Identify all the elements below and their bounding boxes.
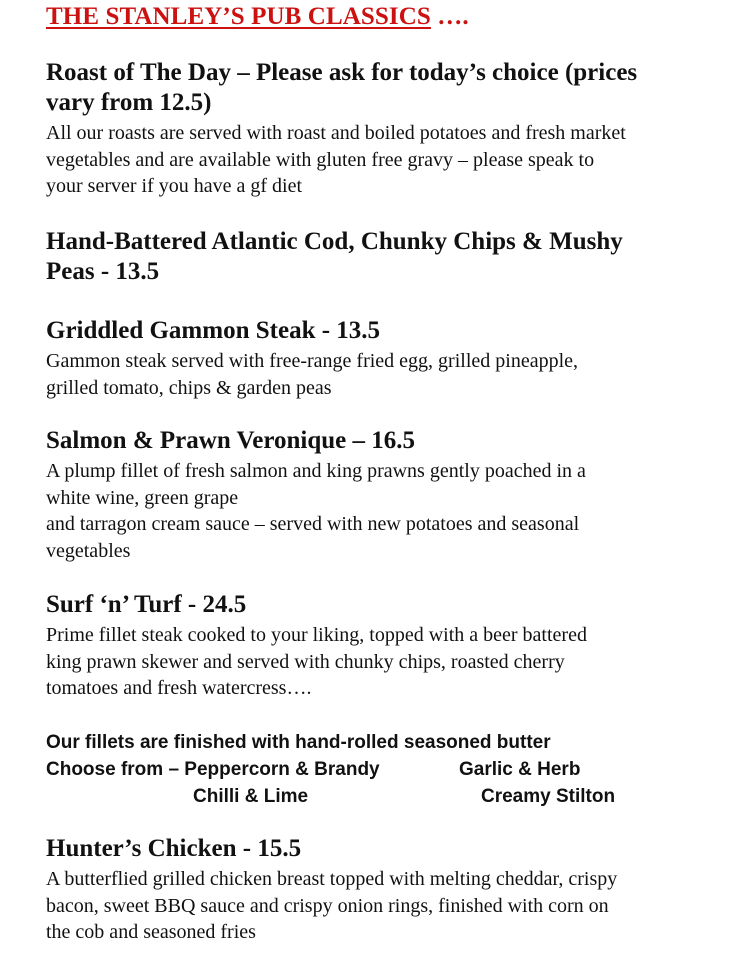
dish-description (46, 348, 726, 401)
fillet-butter-note (46, 729, 726, 810)
menu-item-salmon-prawn-veronique (46, 426, 726, 564)
dish-name-line: Peas - 13.5 (46, 258, 160, 285)
dish-name-line: vary from 12.5) (46, 89, 212, 116)
menu-title-ellipsis: …. (430, 3, 469, 30)
dish-description-line: king prawn skewer and served with chunky chips, roasted cherry (46, 650, 565, 673)
fillet-intro-row (46, 729, 726, 756)
dish-name-line: Salmon & Prawn Veronique – 16.5 (46, 427, 416, 454)
dish-description-line: Prime fillet steak cooked to your liking, topped with a beer battered (46, 624, 587, 646)
dish-name (46, 316, 726, 346)
dish-description-line: A butterflied grilled chicken breast topped with melting cheddar, crispy (46, 868, 618, 890)
fillet-option-garlic-herb: Garlic & Herb (459, 759, 581, 780)
dish-description-line: Gammon steak served with free-range fried egg, grilled pineapple, (46, 350, 579, 372)
menu-title (46, 3, 469, 31)
dish-description (46, 866, 726, 946)
dish-name-line: Roast of The Day – Please ask for today’s choice (prices (46, 59, 638, 86)
dish-description-line: grilled tomato, chips & garden peas (46, 376, 332, 399)
dish-description (46, 458, 726, 564)
dish-description-line: your server if you have a gf diet (46, 175, 303, 197)
fillet-option-peppercorn-brandy: Choose from – Peppercorn & Brandy (46, 759, 380, 780)
dish-name-line: Hunter’s Chicken - 15.5 (46, 835, 302, 862)
fillet-options-row-2 (46, 783, 726, 810)
dish-description-line: tomatoes and fresh watercress…. (46, 677, 312, 699)
fillet-options-row-1 (46, 756, 726, 783)
dish-description-line: the cob and seasoned fries (46, 921, 256, 943)
dish-description-line: A plump fillet of fresh salmon and king prawns gently poached in a (46, 460, 586, 482)
menu-item-roast-of-the-day (46, 58, 726, 200)
menu-item-gammon-steak (46, 316, 726, 401)
dish-description-line: vegetables and are available with gluten free gravy – please speak to (46, 148, 595, 171)
dish-name (46, 834, 726, 864)
dish-description-line: and tarragon cream sauce – served with new potatoes and seasonal (46, 513, 580, 535)
dish-name (46, 58, 726, 118)
dish-name (46, 227, 726, 287)
dish-description (46, 622, 726, 702)
menu-item-atlantic-cod (46, 227, 726, 287)
menu-title-main: THE STANLEY’S PUB CLASSICS (46, 3, 431, 30)
dish-name (46, 426, 726, 456)
fillet-option-creamy-stilton: Creamy Stilton (481, 786, 616, 807)
menu-item-hunters-chicken (46, 834, 726, 946)
dish-name (46, 590, 726, 620)
dish-description-line: vegetables (46, 539, 131, 562)
fillet-intro-text: Our fillets are finished with hand-rolled seasoned butter (46, 732, 551, 753)
dish-description (46, 120, 726, 200)
fillet-option-chilli-lime: Chilli & Lime (193, 786, 309, 807)
dish-description-line: white wine, green grape (46, 486, 239, 509)
dish-description-line: bacon, sweet BBQ sauce and crispy onion rings, finished with corn on (46, 894, 609, 917)
dish-name-line: Surf ‘n’ Turf - 24.5 (46, 591, 247, 618)
dish-name-line: Hand-Battered Atlantic Cod, Chunky Chips & Mushy (46, 228, 623, 255)
dish-name-line: Griddled Gammon Steak - 13.5 (46, 317, 381, 344)
dish-description-line: All our roasts are served with roast and boiled potatoes and fresh market (46, 122, 626, 144)
menu-item-surf-n-turf (46, 590, 726, 702)
